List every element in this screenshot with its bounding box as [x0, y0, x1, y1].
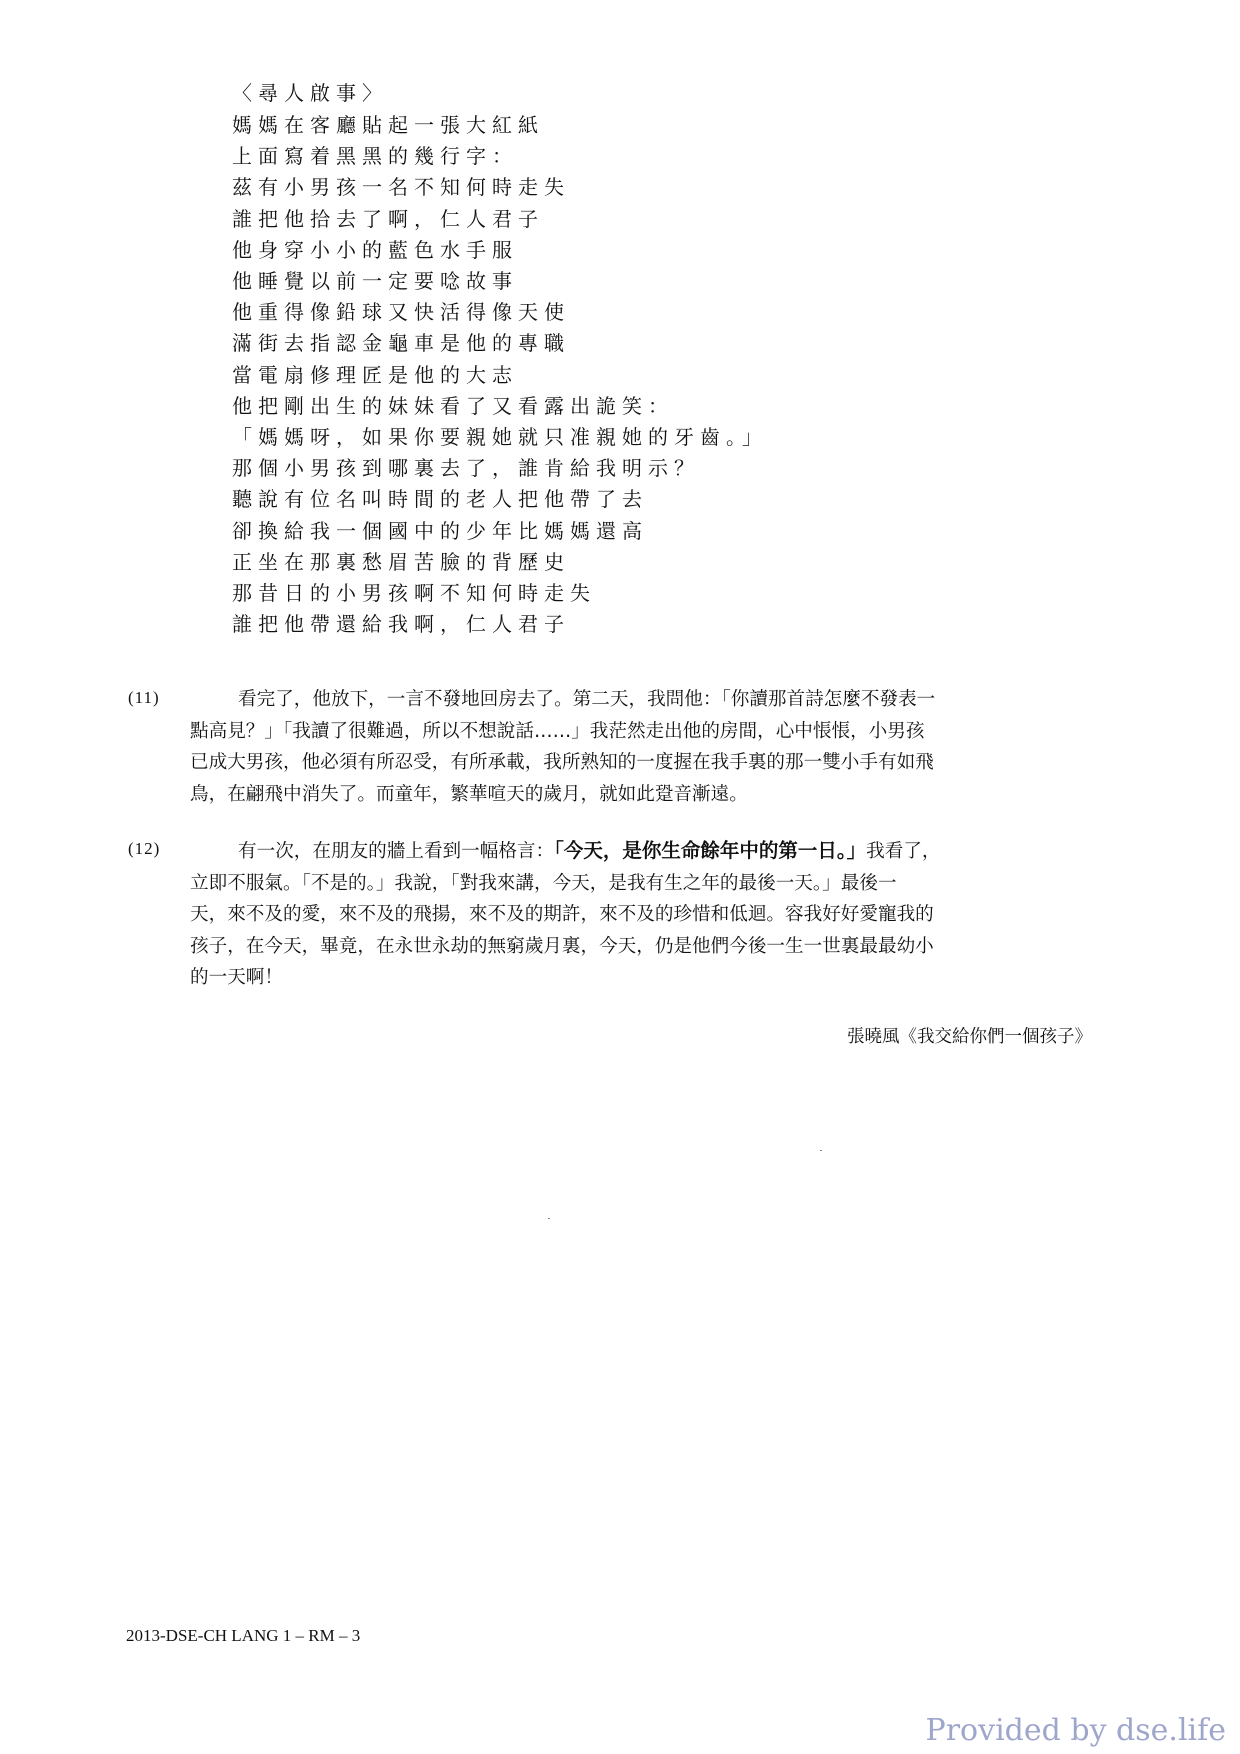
maxim-quote: 「今天，是你生命餘年中的第一日。」 — [554, 839, 867, 862]
poem-line: 誰把他帶還給我啊，仁人君子 — [232, 612, 570, 637]
poem-line: 他把剛出生的妹妹看了又看露出詭笑： — [232, 393, 674, 418]
poem-line: 當電扇修理匠是他的大志 — [232, 362, 518, 387]
poem-line: 那昔日的小男孩啊不知何時走失 — [232, 581, 596, 606]
scan-speck — [820, 1150, 822, 1151]
poem-line: 滿街去指認金龜車是他的專職 — [232, 331, 570, 356]
poem-line: 卻換給我一個國中的少年比媽媽還高 — [232, 518, 648, 543]
paragraph-number: (11) — [128, 688, 160, 707]
scan-speck — [548, 1218, 550, 1219]
paragraph-line: 有一次，在朋友的牆上看到一幅格言：「今天，是你生命餘年中的第一日。」我看了， — [238, 839, 941, 862]
poem-line: 他身穿小小的藍色水手服 — [232, 237, 518, 262]
paragraph-line: 天，來不及的愛，來不及的飛揚，來不及的期許，來不及的珍惜和低迴。容我好好愛寵我的 — [190, 904, 934, 925]
paragraph-line: 的一天啊！ — [190, 967, 283, 988]
paragraph-line: 已成大男孩，他必須有所忍受，有所承載，我所熟知的一度握在我手裏的那一雙小手有如飛 — [190, 752, 934, 773]
paragraph-line: 看完了，他放下，一言不發地回房去了。第二天，我問他：「你讀那首詩怎麼不發表一 — [238, 689, 936, 710]
paper-code: 2013-DSE-CH LANG 1 – RM – 3 — [126, 1626, 361, 1645]
paragraph-line: 點高見？」「我讀了很難過，所以不想說話……」我茫然走出他的房間，心中悵悵，小男孩 — [190, 720, 925, 742]
paragraph-body — [190, 835, 1185, 994]
poem-line: 媽媽在客廳貼起一張大紅紙 — [232, 113, 544, 137]
watermark: Provided by dse.life — [925, 1713, 1226, 1748]
poem-line: 那個小男孩到哪裏去了，誰肯給我明示？ — [232, 456, 700, 481]
poem-line: 誰把他拾去了啊，仁人君子 — [232, 206, 544, 231]
poem-line: 聽說有位名叫時間的老人把他帶了去 — [232, 487, 648, 512]
paragraph-line: 鳥，在翩飛中消失了。而童年，繁華喧天的歲月，就如此跫音漸遠。 — [190, 783, 748, 805]
paragraph-line: 立即不服氣。「不是的。」我說，「對我來講，今天，是我有生之年的最後一天。」最後一 — [190, 872, 897, 894]
poem-line: 「媽媽呀，如果你要親她就只准親她的牙齒。」 — [232, 425, 768, 450]
poem-line: 上面寫着黑黑的幾行字： — [232, 144, 518, 169]
poem-lines — [232, 110, 768, 640]
poem-line: 茲有小男孩一名不知何時走失 — [232, 175, 570, 200]
poem-line: 正坐在那裏愁眉苦臉的背歷史 — [232, 549, 570, 574]
poem-title: 〈尋人啟事〉 — [232, 81, 388, 105]
poem-line: 他睡覺以前一定要唸故事 — [232, 269, 518, 294]
paragraph-number: (12) — [128, 839, 161, 858]
paragraph-body — [190, 684, 1185, 810]
source-citation: 張曉風《我交給你們一個孩子》 — [847, 1027, 1092, 1047]
poem-line: 他重得像鉛球又快活得像天使 — [232, 300, 570, 325]
paragraph-line: 孩子，在今天，畢竟，在永世永劫的無窮歲月裏，今天，仍是他們今後一生一世裏最最幼小 — [190, 935, 934, 957]
